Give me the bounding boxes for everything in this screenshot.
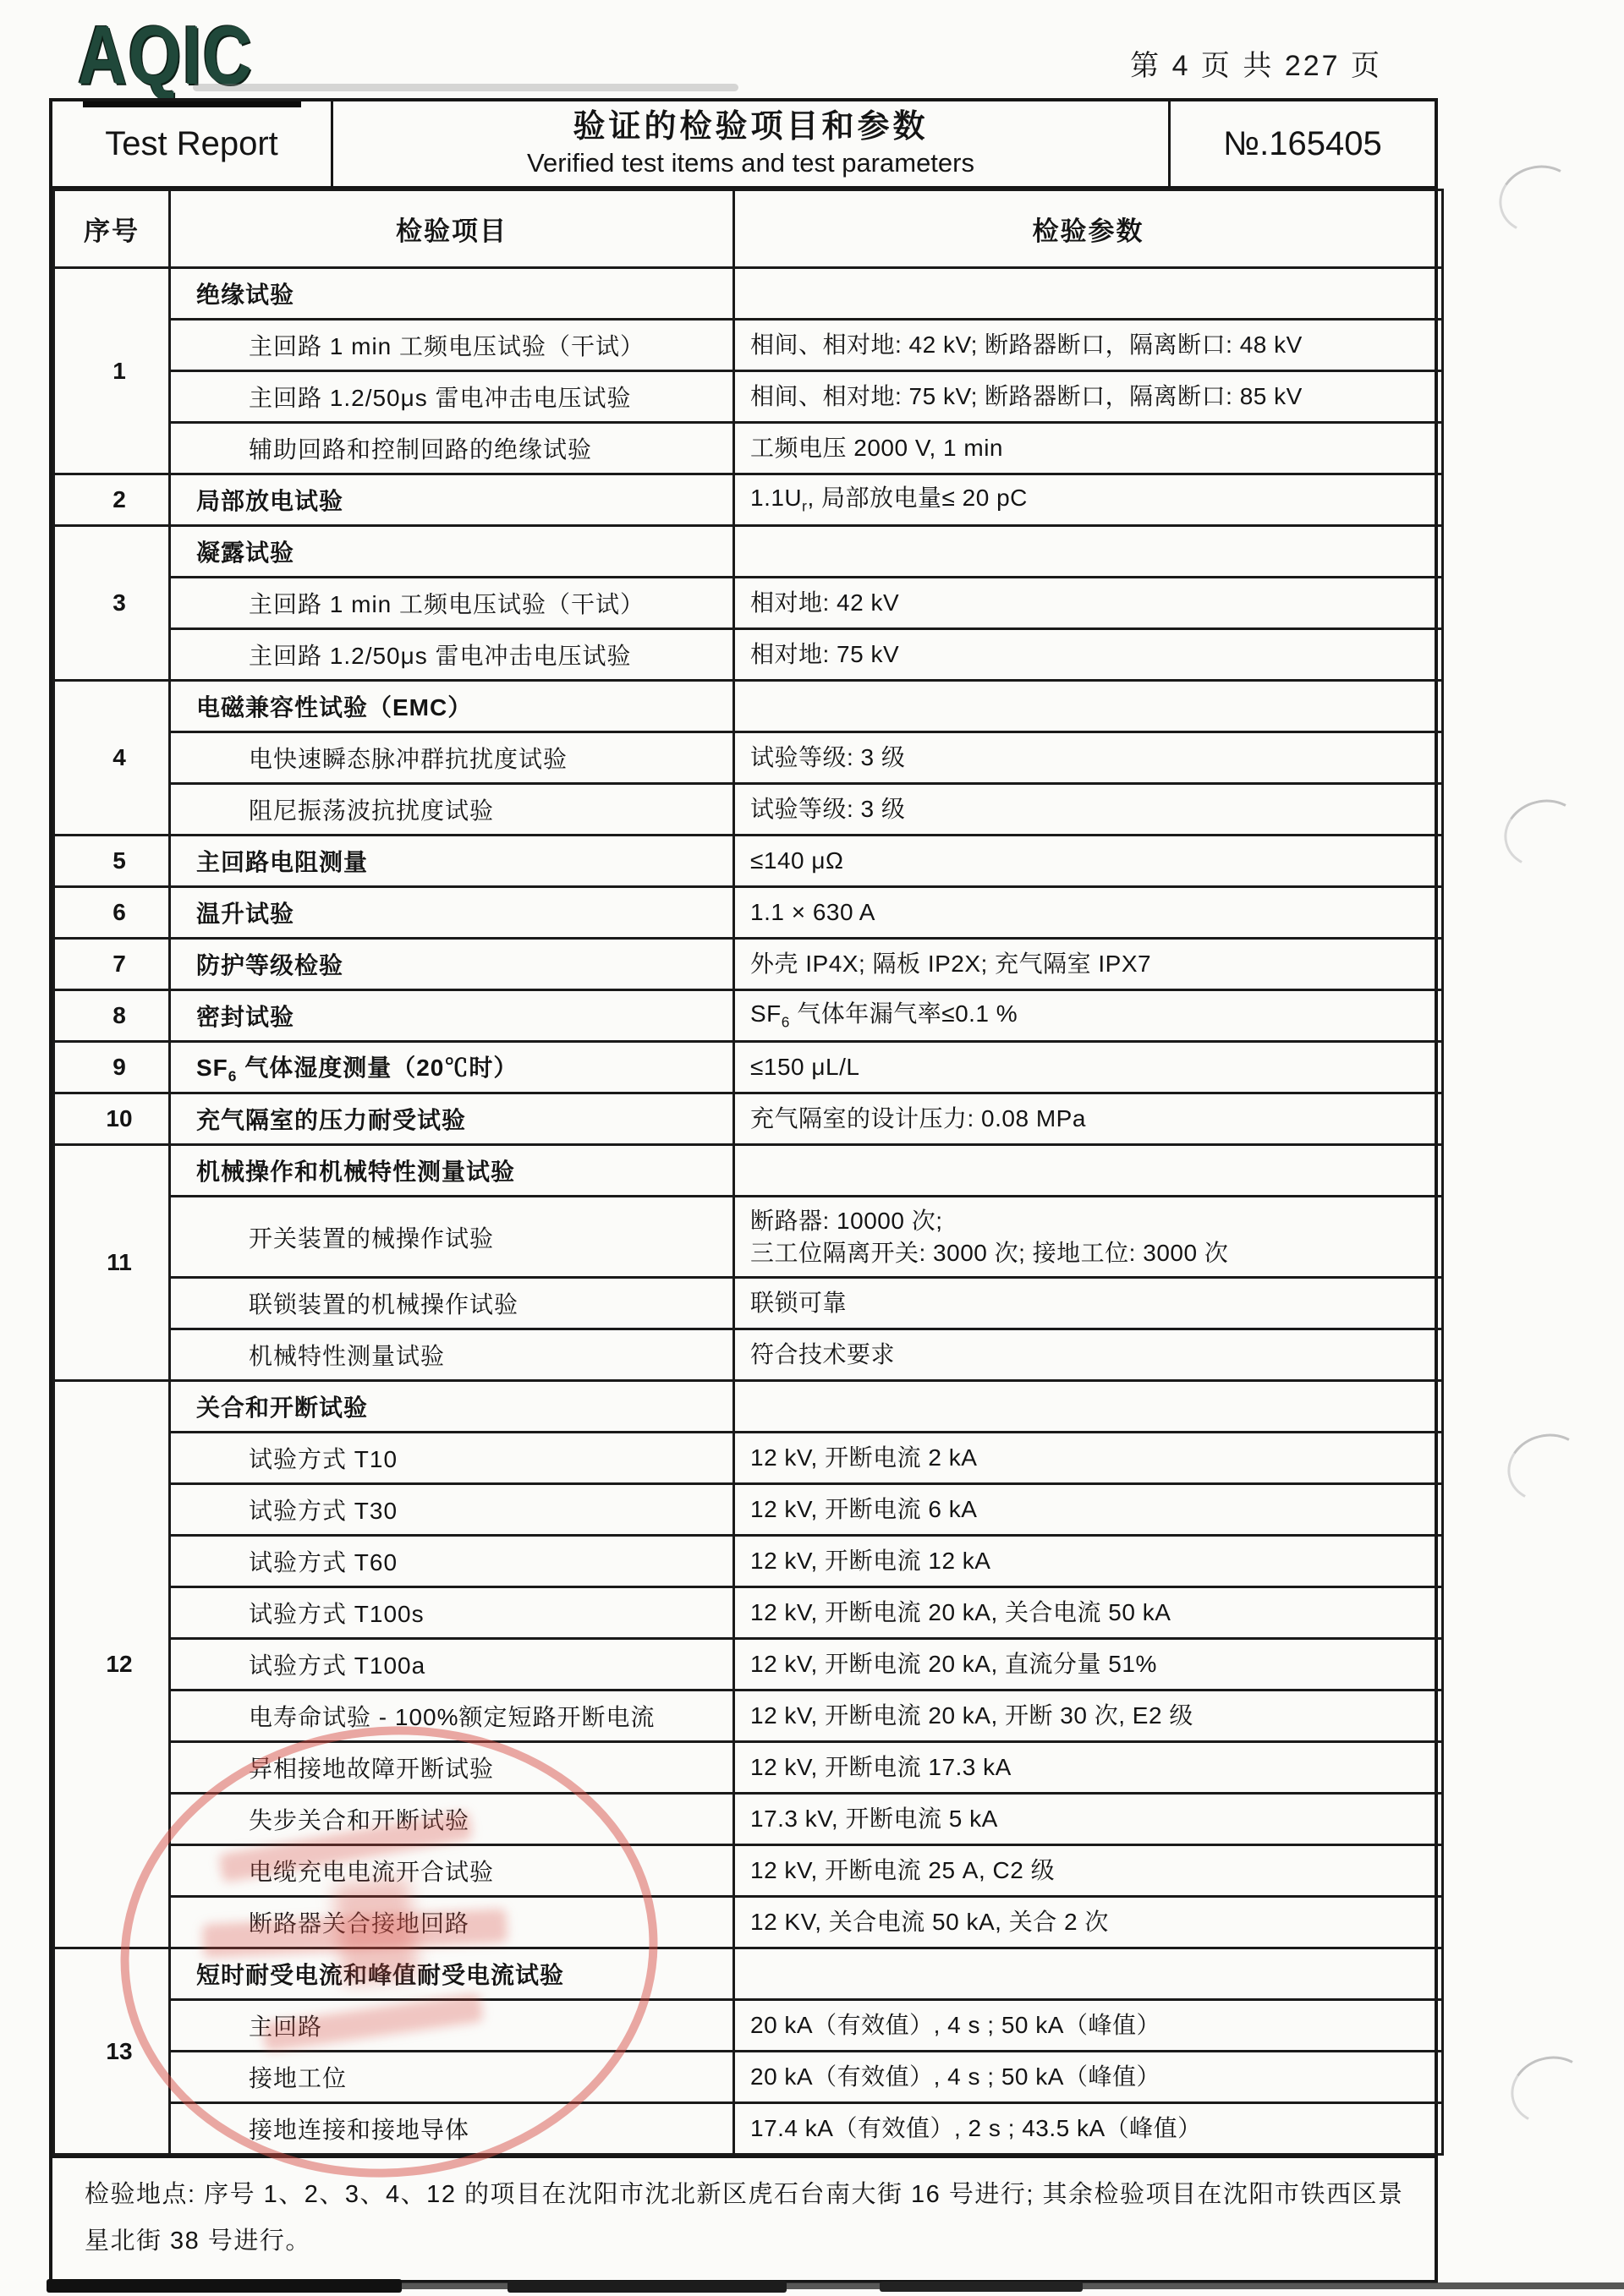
report-type-cell: Test Report	[52, 101, 333, 186]
column-header-param: 检验参数	[734, 190, 1443, 268]
table-row	[54, 939, 1443, 990]
scan-bottom-edge	[880, 2282, 1083, 2292]
report-document-frame	[49, 98, 1438, 2283]
report-title-cell	[333, 101, 1171, 186]
table-row	[54, 2052, 1443, 2103]
test-item-cell: 机械特性测量试验	[170, 1329, 734, 1381]
test-item-cell: 主回路	[170, 2000, 734, 2052]
hole-punch-mark	[1492, 157, 1586, 242]
table-row	[54, 2000, 1443, 2052]
table-row	[54, 1536, 1443, 1587]
test-param-cell	[734, 526, 1443, 578]
report-header-row	[52, 101, 1435, 189]
test-item-cell: 联锁装置的机械操作试验	[170, 1278, 734, 1329]
column-header-no: 序号	[54, 190, 170, 268]
test-param-cell: 符合技术要求	[734, 1329, 1443, 1381]
test-param-cell: 12 kV, 开断电流 2 kA	[734, 1433, 1443, 1484]
test-param-cell: 外壳 IP4X; 隔板 IP2X; 充气隔室 IPX7	[734, 939, 1443, 990]
aqic-logo-text: AQIC	[78, 8, 254, 101]
test-param-cell	[734, 1145, 1443, 1197]
test-item-cell: 电寿命试验 - 100%额定短路开断电流	[170, 1690, 734, 1742]
test-item-cell: 试验方式 T60	[170, 1536, 734, 1587]
row-number-cell: 5	[54, 836, 170, 887]
table-row	[54, 1145, 1443, 1197]
test-item-cell: 断路器关合接地回路	[170, 1897, 734, 1948]
table-row	[54, 1845, 1443, 1897]
row-number-cell: 13	[54, 1948, 170, 2155]
scan-smear	[193, 84, 738, 91]
table-row	[54, 887, 1443, 939]
test-param-cell	[734, 681, 1443, 732]
column-header-row	[54, 190, 1443, 268]
page-number-label: 第 4 页 共 227 页	[1130, 50, 1382, 82]
table-row	[54, 1897, 1443, 1948]
test-param-cell: $SF_6$ 气体年漏气率≤0.1 %	[734, 990, 1443, 1042]
hole-punch-mark	[1501, 1426, 1594, 1510]
table-row	[54, 784, 1443, 836]
report-title-zh: 验证的检验项目和参数	[573, 109, 929, 145]
table-row	[54, 1742, 1443, 1794]
table-row	[54, 371, 1443, 423]
test-item-cell: 开关装置的械操作试验	[170, 1197, 734, 1278]
test-param-cell: 20 kA（有效值）, 4 s ; 50 kA（峰值）	[734, 2052, 1443, 2103]
table-row	[54, 1587, 1443, 1639]
table-row	[54, 681, 1443, 732]
row-number-cell: 12	[54, 1381, 170, 1948]
row-number-cell: 4	[54, 681, 170, 836]
test-item-cell: 绝缘试验	[170, 268, 734, 320]
test-param-cell: 1.1 × 630 A	[734, 887, 1443, 939]
test-item-cell: 关合和开断试验	[170, 1381, 734, 1433]
row-number-cell: 11	[54, 1145, 170, 1381]
test-item-cell: 主回路 1.2/50μs 雷电冲击电压试验	[170, 371, 734, 423]
hole-punch-mark	[1504, 2048, 1598, 2133]
test-param-cell: 12 KV, 关合电流 50 kA, 关合 2 次	[734, 1897, 1443, 1948]
inspection-location-note: 检验地点: 序号 1、2、3、4、12 的项目在沈阳市沈北新区虎石台南大街 16 号进行; 其余检验项目在沈阳市铁西区景星北街 38 号进行。	[52, 2156, 1435, 2280]
test-param-cell: 12 kV, 开断电流 12 kA	[734, 1536, 1443, 1587]
test-item-cell: 阻尼振荡波抗扰度试验	[170, 784, 734, 836]
test-param-cell: 17.4 kA（有效值）, 2 s ; 43.5 kA（峰值）	[734, 2103, 1443, 2155]
table-row	[54, 1794, 1443, 1845]
table-row	[54, 320, 1443, 371]
test-item-cell: 密封试验	[170, 990, 734, 1042]
table-row	[54, 1484, 1443, 1536]
table-row	[54, 1381, 1443, 1433]
test-param-cell: 相间、相对地: 75 kV; 断路器断口，隔离断口: 85 kV	[734, 371, 1443, 423]
test-item-cell: 异相接地故障开断试验	[170, 1742, 734, 1794]
table-row	[54, 474, 1443, 526]
test-item-cell: 接地连接和接地导体	[170, 2103, 734, 2155]
test-item-cell: 机械操作和机械特性测量试验	[170, 1145, 734, 1197]
test-param-cell: 12 kV, 开断电流 20 kA, 开断 30 次, E2 级	[734, 1690, 1443, 1742]
scan-bottom-edge	[47, 2279, 402, 2293]
test-item-cell: 失步关合和开断试验	[170, 1794, 734, 1845]
table-row	[54, 1197, 1443, 1278]
scan-bottom-edge	[508, 2281, 787, 2293]
table-row	[54, 526, 1443, 578]
table-row	[54, 2103, 1443, 2155]
table-row	[54, 1948, 1443, 2000]
test-param-cell: 相对地: 75 kV	[734, 629, 1443, 681]
row-number-cell: 1	[54, 268, 170, 474]
test-param-cell: 充气隔室的设计压力: 0.08 MPa	[734, 1093, 1443, 1145]
test-param-cell: 12 kV, 开断电流 20 kA, 直流分量 51%	[734, 1639, 1443, 1690]
test-param-cell: 17.3 kV, 开断电流 5 kA	[734, 1794, 1443, 1845]
test-param-cell: ≤140 μΩ	[734, 836, 1443, 887]
test-items-table	[52, 189, 1444, 2156]
test-item-cell: 短时耐受电流和峰值耐受电流试验	[170, 1948, 734, 2000]
test-item-cell: 局部放电试验	[170, 474, 734, 526]
table-row	[54, 423, 1443, 474]
table-row	[54, 836, 1443, 887]
table-row	[54, 1329, 1443, 1381]
column-header-item: 检验项目	[170, 190, 734, 268]
test-param-cell	[734, 268, 1443, 320]
table-row	[54, 990, 1443, 1042]
row-number-cell: 10	[54, 1093, 170, 1145]
row-number-cell: 2	[54, 474, 170, 526]
test-param-cell: 12 kV, 开断电流 25 A, C2 级	[734, 1845, 1443, 1897]
test-param-cell: 断路器: 10000 次; 三工位隔离开关: 3000 次; 接地工位: 3000 次	[734, 1197, 1443, 1278]
test-item-cell: 温升试验	[170, 887, 734, 939]
table-row	[54, 578, 1443, 629]
test-item-cell: 试验方式 T30	[170, 1484, 734, 1536]
test-item-cell: 充气隔室的压力耐受试验	[170, 1093, 734, 1145]
test-param-cell: 相间、相对地: 42 kV; 断路器断口，隔离断口: 48 kV	[734, 320, 1443, 371]
row-number-cell: 6	[54, 887, 170, 939]
test-item-cell: 主回路电阻测量	[170, 836, 734, 887]
test-item-cell: 防护等级检验	[170, 939, 734, 990]
test-item-cell: 接地工位	[170, 2052, 734, 2103]
test-param-cell: 20 kA（有效值）, 4 s ; 50 kA（峰值）	[734, 2000, 1443, 2052]
table-row	[54, 1093, 1443, 1145]
test-item-cell: 主回路 1 min 工频电压试验（干试）	[170, 320, 734, 371]
test-item-cell: 试验方式 T100a	[170, 1639, 734, 1690]
report-number-cell: №.165405	[1223, 124, 1382, 162]
row-number-cell: 3	[54, 526, 170, 681]
row-number-cell: 7	[54, 939, 170, 990]
table-row	[54, 268, 1443, 320]
table-row	[54, 1278, 1443, 1329]
table-row	[54, 1433, 1443, 1484]
test-item-cell: 凝露试验	[170, 526, 734, 578]
row-number-cell: 9	[54, 1042, 170, 1093]
test-item-cell: 主回路 1.2/50μs 雷电冲击电压试验	[170, 629, 734, 681]
table-row	[54, 732, 1443, 784]
test-param-cell: 试验等级: 3 级	[734, 784, 1443, 836]
test-param-cell: 相对地: 42 kV	[734, 578, 1443, 629]
test-item-cell: 电快速瞬态脉冲群抗扰度试验	[170, 732, 734, 784]
table-row	[54, 1639, 1443, 1690]
test-item-cell: 试验方式 T100s	[170, 1587, 734, 1639]
test-param-cell: 12 kV, 开断电流 20 kA, 关合电流 50 kA	[734, 1587, 1443, 1639]
test-param-cell: $1.1U_r$, 局部放电量≤ 20 pC	[734, 474, 1443, 526]
report-title-en: Verified test items and test parameters	[527, 147, 974, 178]
row-number-cell: 8	[54, 990, 170, 1042]
test-param-cell	[734, 1381, 1443, 1433]
test-param-cell: 工频电压 2000 V, 1 min	[734, 423, 1443, 474]
test-param-cell: 12 kV, 开断电流 17.3 kA	[734, 1742, 1443, 1794]
test-item-cell: 电缆充电电流开合试验	[170, 1845, 734, 1897]
test-item-cell: 试验方式 T10	[170, 1433, 734, 1484]
test-item-cell: 辅助回路和控制回路的绝缘试验	[170, 423, 734, 474]
test-param-cell: ≤150 μL/L	[734, 1042, 1443, 1093]
test-item-cell: 主回路 1 min 工频电压试验（干试）	[170, 578, 734, 629]
table-row	[54, 1690, 1443, 1742]
table-row	[54, 1042, 1443, 1093]
test-param-cell: 12 kV, 开断电流 6 kA	[734, 1484, 1443, 1536]
test-table-body	[54, 190, 1443, 2155]
hole-punch-mark	[1497, 792, 1591, 876]
table-row	[54, 629, 1443, 681]
test-item-cell: $SF_6$ 气体湿度测量（20℃时）	[170, 1042, 734, 1093]
test-item-cell: 电磁兼容性试验（EMC）	[170, 681, 734, 732]
test-param-cell: 联锁可靠	[734, 1278, 1443, 1329]
test-param-cell: 试验等级: 3 级	[734, 732, 1443, 784]
test-param-cell	[734, 1948, 1443, 2000]
